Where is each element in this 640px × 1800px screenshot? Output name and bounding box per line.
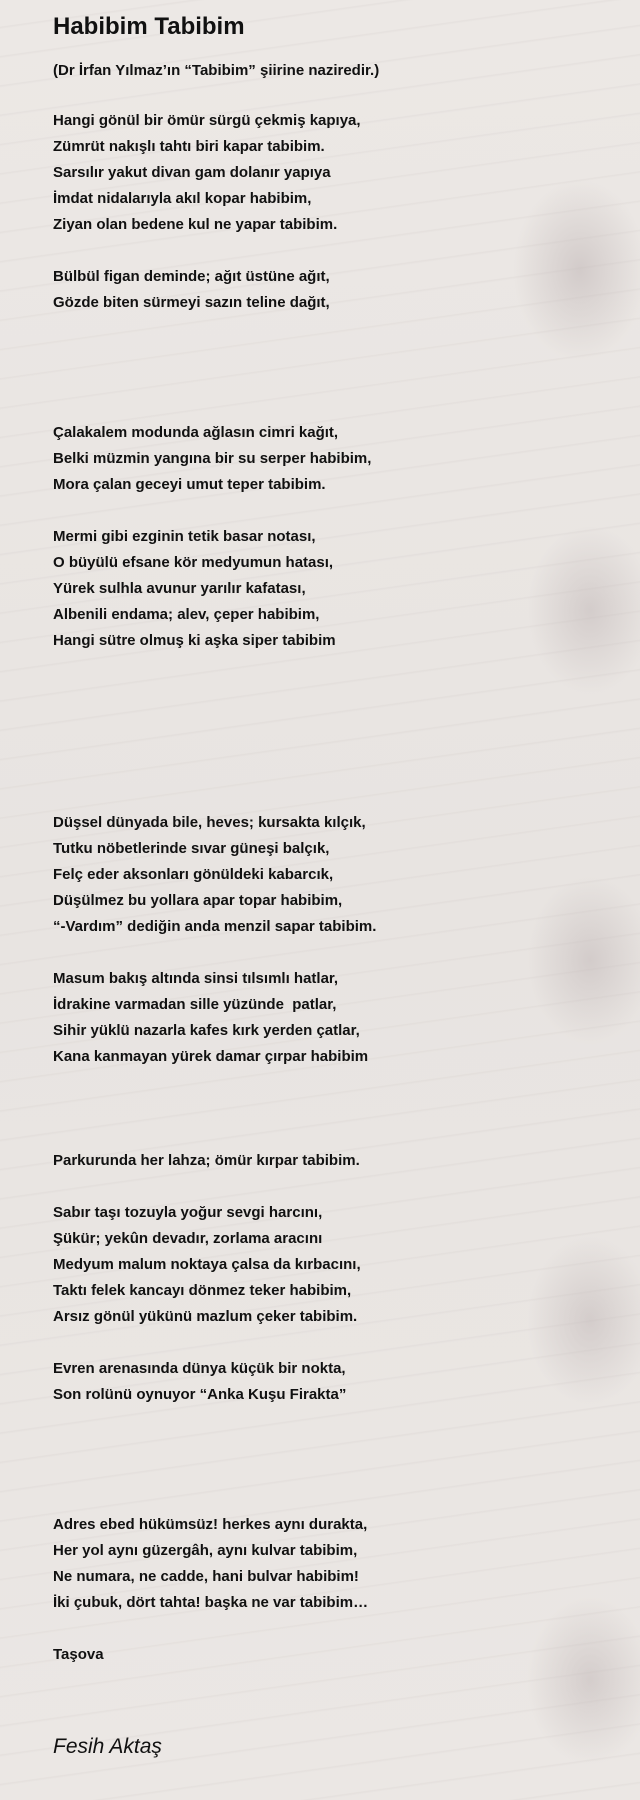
poem-line: “-Vardım” dediğin anda menzil sapar tabibim. — [53, 918, 377, 935]
stanza-spacer — [53, 1616, 613, 1642]
stanza-spacer — [53, 1174, 613, 1200]
poem-line: Tutku nöbetlerinde sıvar güneşi balçık, — [53, 840, 330, 857]
stanza — [53, 1148, 613, 1174]
stanza — [53, 264, 613, 316]
stanza-spacer — [53, 1330, 613, 1356]
poem-page — [53, 10, 613, 1668]
stanza — [53, 810, 613, 940]
poem-line: Albenili endama; alev, çeper habibim, — [53, 606, 320, 623]
poem-line: Bülbül figan deminde; ağıt üstüne ağıt, — [53, 268, 330, 285]
section-spacer — [53, 1070, 613, 1148]
stanza — [53, 420, 613, 498]
stanza — [53, 1356, 613, 1408]
poem-place: Taşova — [53, 1646, 104, 1663]
poem-line: O büyülü efsane kör medyumun hatası, — [53, 554, 334, 571]
poem-line: Düşsel dünyada bile, heves; kursakta kılçık, — [53, 814, 366, 831]
poem-line: Sihir yüklü nazarla kafes kırk yerden çatlar, — [53, 1022, 360, 1039]
section-spacer — [53, 654, 613, 732]
section-spacer — [53, 732, 613, 810]
poem-body — [53, 108, 613, 1668]
poem-line: Masum bakış altında sinsi tılsımlı hatlar, — [53, 970, 339, 987]
poem-line: Arsız gönül yükünü mazlum çeker tabibim. — [53, 1308, 358, 1325]
poem-author: Fesih Aktaş — [53, 1735, 162, 1758]
poem-line: Ziyan olan bedene kul ne yapar tabibim. — [53, 216, 338, 233]
poem-line: Mora çalan geceyi umut teper tabibim. — [53, 476, 326, 493]
poem-line: İki çubuk, dört tahta! başka ne var tabibim… — [53, 1594, 369, 1611]
poem-title: Habibim Tabibim — [53, 13, 245, 40]
poem-line: Kana kanmayan yürek damar çırpar habibim — [53, 1048, 369, 1065]
poem-line: Parkurunda her lahza; ömür kırpar tabibim. — [53, 1152, 360, 1169]
poem-line: Yürek sulhla avunur yarılır kafatası, — [53, 580, 306, 597]
poem-line: Hangi gönül bir ömür sürgü çekmiş kapıya, — [53, 112, 361, 129]
poem-line: Zümrüt nakışlı tahtı biri kapar tabibim. — [53, 138, 325, 155]
stanza-spacer — [53, 940, 613, 966]
poem-line: Mermi gibi ezginin tetik basar notası, — [53, 528, 316, 545]
poem-line: Evren arenasında dünya küçük bir nokta, — [53, 1360, 346, 1377]
poem-line: Düşülmez bu yollara apar topar habibim, — [53, 892, 343, 909]
section-spacer — [53, 1486, 613, 1512]
poem-line: Hangi sütre olmuş ki aşka siper tabibim — [53, 632, 336, 649]
poem-line: Sarsılır yakut divan gam dolanır yapıya — [53, 164, 331, 181]
section-spacer — [53, 1408, 613, 1486]
poem-line: Her yol aynı güzergâh, aynı kulvar tabibim, — [53, 1542, 358, 1559]
stanza — [53, 524, 613, 654]
stanza — [53, 966, 613, 1070]
poem-line: Medyum malum noktaya çalsa da kırbacını, — [53, 1256, 361, 1273]
stanza — [53, 108, 613, 238]
poem-line: Felç eder aksonları gönüldeki kabarcık, — [53, 866, 334, 883]
poem-line: Belki müzmin yangına bir su serper habibim, — [53, 450, 372, 467]
poem-line: Sabır taşı tozuyla yoğur sevgi harcını, — [53, 1204, 323, 1221]
poem-line: İdrakine varmadan sille yüzünde patlar, — [53, 996, 337, 1013]
stanza — [53, 1642, 613, 1668]
poem-line: İmdat nidalarıyla akıl kopar habibim, — [53, 190, 312, 207]
section-spacer — [53, 394, 613, 420]
poem-line: Şükür; yekûn devadır, zorlama aracını — [53, 1230, 323, 1247]
poem-line: Gözde biten sürmeyi sazın teline dağıt, — [53, 294, 330, 311]
stanza — [53, 1200, 613, 1330]
stanza-spacer — [53, 498, 613, 524]
poem-line: Taktı felek kancayı dönmez teker habibim, — [53, 1282, 352, 1299]
poem-line: Adres ebed hükümsüz! herkes aynı durakta, — [53, 1516, 368, 1533]
poem-line: Çalakalem modunda ağlasın cimri kağıt, — [53, 424, 339, 441]
poem-line: Son rolünü oynuyor “Anka Kuşu Firakta” — [53, 1386, 347, 1403]
stanza — [53, 1512, 613, 1616]
poem-subtitle: (Dr İrfan Yılmaz’ın “Tabibim” şiirine naziredir.) — [53, 62, 380, 79]
poem-line: Ne numara, ne cadde, hani bulvar habibim! — [53, 1568, 359, 1585]
stanza-spacer — [53, 238, 613, 264]
section-spacer — [53, 316, 613, 394]
